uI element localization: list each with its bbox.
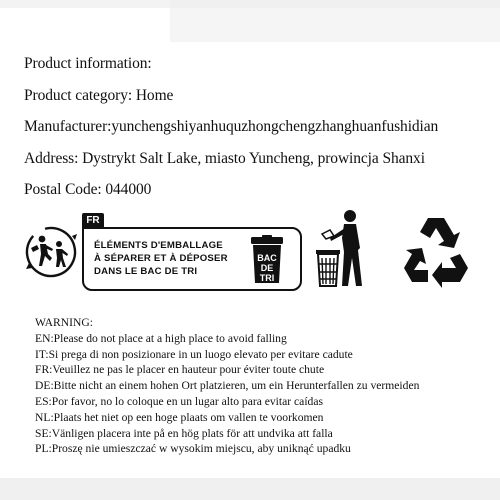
sorting-text bbox=[94, 239, 240, 278]
manufacturer: Manufacturer:yunchengshiyanhuquzhongchengzhanghuanfushidian bbox=[24, 118, 439, 135]
warning-line-fr: FR:Veuillez ne pas le placer en hauteur pour éviter toute chute bbox=[35, 363, 325, 377]
warning-block bbox=[35, 315, 490, 457]
warning-line-de: DE:Bitte nicht an einem hohen Ort platzieren, um ein Herunterfallen zu vermeiden bbox=[35, 379, 420, 393]
postal-code: Postal Code: 044000 bbox=[24, 181, 152, 198]
recycling-icons-row bbox=[22, 208, 482, 298]
triman-icon bbox=[22, 224, 80, 280]
product-info-heading: Product information: bbox=[24, 55, 152, 72]
address: Address: Dystrykt Salt Lake, miasto Yuncheng, prowincja Shanxi bbox=[24, 149, 425, 167]
product-info-block bbox=[24, 48, 494, 206]
warning-heading: WARNING: bbox=[35, 316, 93, 329]
product-category: Product category: Home bbox=[24, 86, 174, 104]
top-shade bbox=[170, 0, 500, 42]
warning-line-en: EN:Please do not place at a high place to avoid falling bbox=[35, 331, 287, 345]
bottom-band bbox=[0, 478, 500, 500]
country-badge: FR bbox=[82, 213, 104, 228]
sorting-info-box bbox=[82, 227, 302, 291]
bin-line: DE bbox=[260, 263, 274, 273]
warning-line-it: IT:Si prega di non posizionare in un luogo elevato per evitare cadute bbox=[35, 347, 353, 361]
sorting-line: ÉLÉMENTS D'EMBALLAGE bbox=[94, 240, 223, 251]
warning-line-es: ES:Por favor, no lo coloque en un lugar alto para evitar caídas bbox=[35, 394, 323, 408]
recycle-icon bbox=[398, 212, 474, 288]
warning-line-se: SE:Vänligen placera inte på en hög plats för att undvika att falla bbox=[35, 426, 333, 440]
fr-sorting-label bbox=[82, 213, 304, 295]
tidyman-icon bbox=[312, 208, 372, 290]
bin-line: TRI bbox=[259, 273, 275, 283]
bin-line: BAC bbox=[257, 253, 277, 263]
sorting-line: À SÉPARER ET À DÉPOSER bbox=[94, 253, 228, 264]
warning-line-nl: NL:Plaats het niet op een hoge plaats om vallen te voorkomen bbox=[35, 410, 324, 424]
sorting-line: DANS LE BAC DE TRI bbox=[94, 266, 198, 277]
warning-line-pl: PL:Proszę nie umieszczać w wysokim miejscu, aby uniknąć upadku bbox=[35, 442, 351, 456]
bin-label bbox=[248, 253, 286, 283]
sorting-bin-icon bbox=[248, 235, 286, 285]
